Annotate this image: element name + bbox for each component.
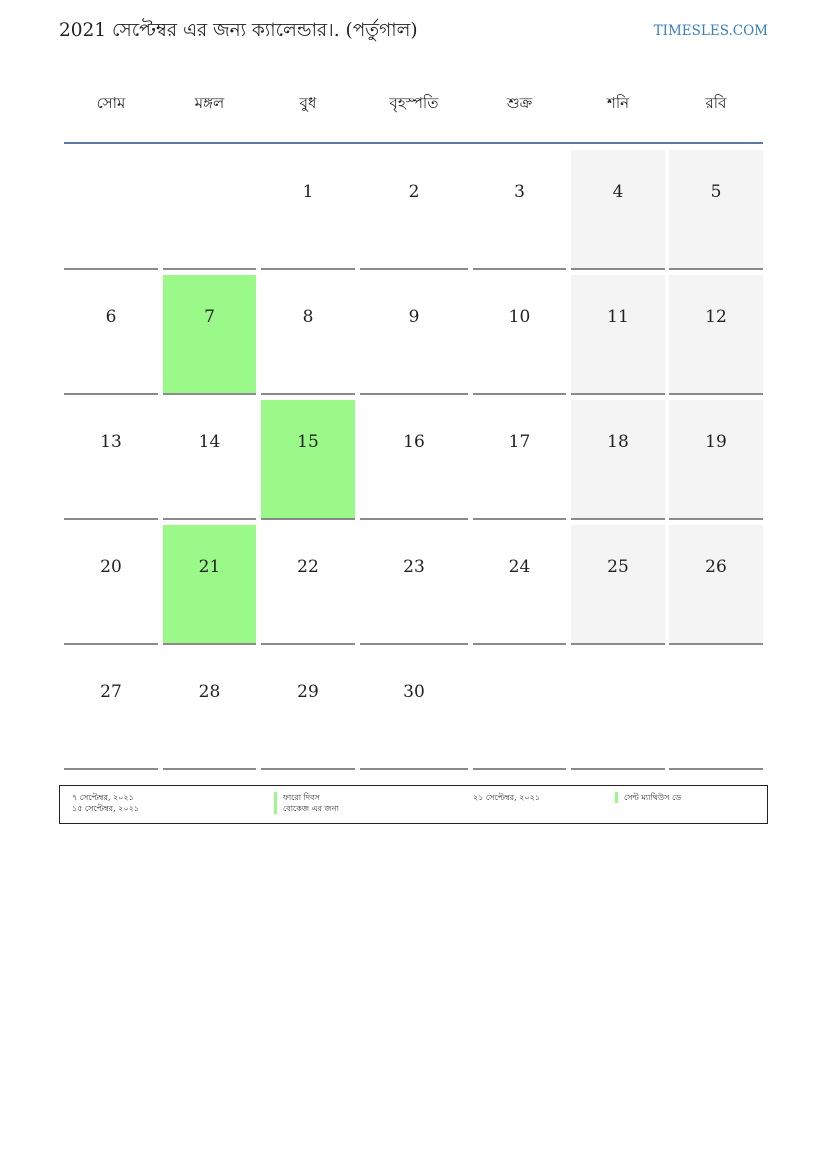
day-number: 10 <box>508 307 531 327</box>
row-divider <box>571 643 665 645</box>
day-number: 23 <box>403 557 425 577</box>
day-cell <box>473 275 566 395</box>
empty-day-cell <box>473 650 566 770</box>
weekday-header: মঙ্গল <box>194 94 225 112</box>
day-cell <box>669 150 763 270</box>
day-cell <box>669 275 763 395</box>
day-cell <box>669 400 763 520</box>
legend-date: ১৫ সেপ্টেম্বর, ২০২১ <box>72 804 139 813</box>
row-divider <box>163 518 256 520</box>
day-cell <box>64 275 158 395</box>
legend-date: ২১ সেপ্টেম্বর, ২০২১ <box>473 793 540 802</box>
day-cell <box>571 400 665 520</box>
day-number: 20 <box>100 557 122 577</box>
row-divider <box>261 393 355 395</box>
empty-day-cell <box>669 650 763 770</box>
legend-holiday-name: বোকেজ এর জন্য <box>283 804 339 813</box>
row-divider <box>360 268 468 270</box>
day-cell <box>261 275 355 395</box>
row-divider <box>360 768 468 770</box>
day-number: 28 <box>198 682 221 702</box>
day-cell <box>261 525 355 645</box>
row-divider <box>571 268 665 270</box>
row-divider <box>163 768 256 770</box>
weekday-header: সোম <box>96 94 126 112</box>
day-cell <box>64 400 158 520</box>
day-number: 7 <box>204 307 215 327</box>
day-cell <box>360 150 468 270</box>
row-divider <box>669 268 763 270</box>
row-divider <box>163 268 256 270</box>
holiday-day-cell <box>163 525 256 645</box>
legend-swatch <box>274 792 277 803</box>
day-number: 6 <box>105 307 117 327</box>
day-number: 13 <box>100 432 122 452</box>
day-number: 29 <box>297 682 319 702</box>
day-cell <box>473 525 566 645</box>
day-number: 5 <box>710 182 722 202</box>
day-cell <box>669 525 763 645</box>
day-cell <box>64 525 158 645</box>
page-title: 2021 সেপ্টেম্বর এর জন্য ক্যালেন্ডার।. (পর্তুগাল) <box>59 20 418 41</box>
row-divider <box>64 393 158 395</box>
legend-holiday-name: সেন্ট ম্যাথিউস ডে <box>624 793 682 802</box>
row-divider <box>571 518 665 520</box>
day-number: 24 <box>508 557 531 577</box>
row-divider <box>261 268 355 270</box>
row-divider <box>360 643 468 645</box>
row-divider <box>473 393 566 395</box>
row-divider <box>64 268 158 270</box>
row-divider <box>571 768 665 770</box>
day-number: 16 <box>403 432 425 452</box>
day-number: 15 <box>297 432 319 452</box>
day-number: 3 <box>514 182 525 202</box>
holiday-day-cell <box>163 275 256 395</box>
day-number: 17 <box>508 432 531 452</box>
row-divider <box>669 768 763 770</box>
holiday-legend <box>59 785 768 824</box>
legend-holiday-name: ফারো দিবস <box>283 793 320 802</box>
weekday-header: বুধ <box>299 94 317 112</box>
row-divider <box>64 518 158 520</box>
row-divider <box>261 518 355 520</box>
day-cell <box>571 275 665 395</box>
row-divider <box>473 768 566 770</box>
day-number: 26 <box>705 557 727 577</box>
day-cell <box>360 400 468 520</box>
day-cell <box>571 525 665 645</box>
day-number: 2 <box>408 182 420 202</box>
legend-swatch <box>274 803 277 814</box>
day-number: 25 <box>607 557 629 577</box>
site-link[interactable]: TIMESLES.COM <box>653 23 768 39</box>
day-cell <box>360 650 468 770</box>
weekday-header: বৃহস্পতি <box>389 94 439 112</box>
day-cell <box>261 150 355 270</box>
day-number: 18 <box>607 432 629 452</box>
day-cell <box>360 275 468 395</box>
row-divider <box>360 518 468 520</box>
day-number: 22 <box>297 557 319 577</box>
row-divider <box>360 393 468 395</box>
weekday-header: শনি <box>606 94 630 112</box>
legend-date: ৭ সেপ্টেম্বর, ২০২১ <box>72 793 134 802</box>
holiday-day-cell <box>261 400 355 520</box>
day-number: 21 <box>198 557 221 577</box>
day-cell <box>473 150 566 270</box>
day-number: 27 <box>100 682 122 702</box>
row-divider <box>473 268 566 270</box>
day-number: 12 <box>705 307 727 327</box>
day-number: 19 <box>705 432 727 452</box>
row-divider <box>669 393 763 395</box>
weekday-header: রবি <box>705 94 727 112</box>
row-divider <box>64 768 158 770</box>
day-number: 30 <box>403 682 425 702</box>
empty-day-cell <box>163 150 256 270</box>
day-cell <box>163 650 256 770</box>
row-divider <box>163 393 256 395</box>
day-number: 8 <box>302 307 314 327</box>
day-cell <box>571 150 665 270</box>
day-number: 9 <box>408 307 420 327</box>
day-number: 11 <box>607 307 629 327</box>
day-cell <box>360 525 468 645</box>
header-divider <box>64 142 763 144</box>
day-cell <box>163 400 256 520</box>
empty-day-cell <box>64 150 158 270</box>
row-divider <box>163 643 256 645</box>
empty-day-cell <box>571 650 665 770</box>
row-divider <box>669 518 763 520</box>
row-divider <box>261 768 355 770</box>
weekday-header: শুক্র <box>506 94 533 112</box>
day-cell <box>473 400 566 520</box>
row-divider <box>261 643 355 645</box>
row-divider <box>571 393 665 395</box>
day-number: 4 <box>612 182 624 202</box>
row-divider <box>473 518 566 520</box>
row-divider <box>669 643 763 645</box>
day-cell <box>64 650 158 770</box>
day-cell <box>261 650 355 770</box>
day-number: 1 <box>302 182 314 202</box>
day-number: 14 <box>198 432 221 452</box>
legend-swatch <box>615 792 618 803</box>
row-divider <box>473 643 566 645</box>
row-divider <box>64 643 158 645</box>
